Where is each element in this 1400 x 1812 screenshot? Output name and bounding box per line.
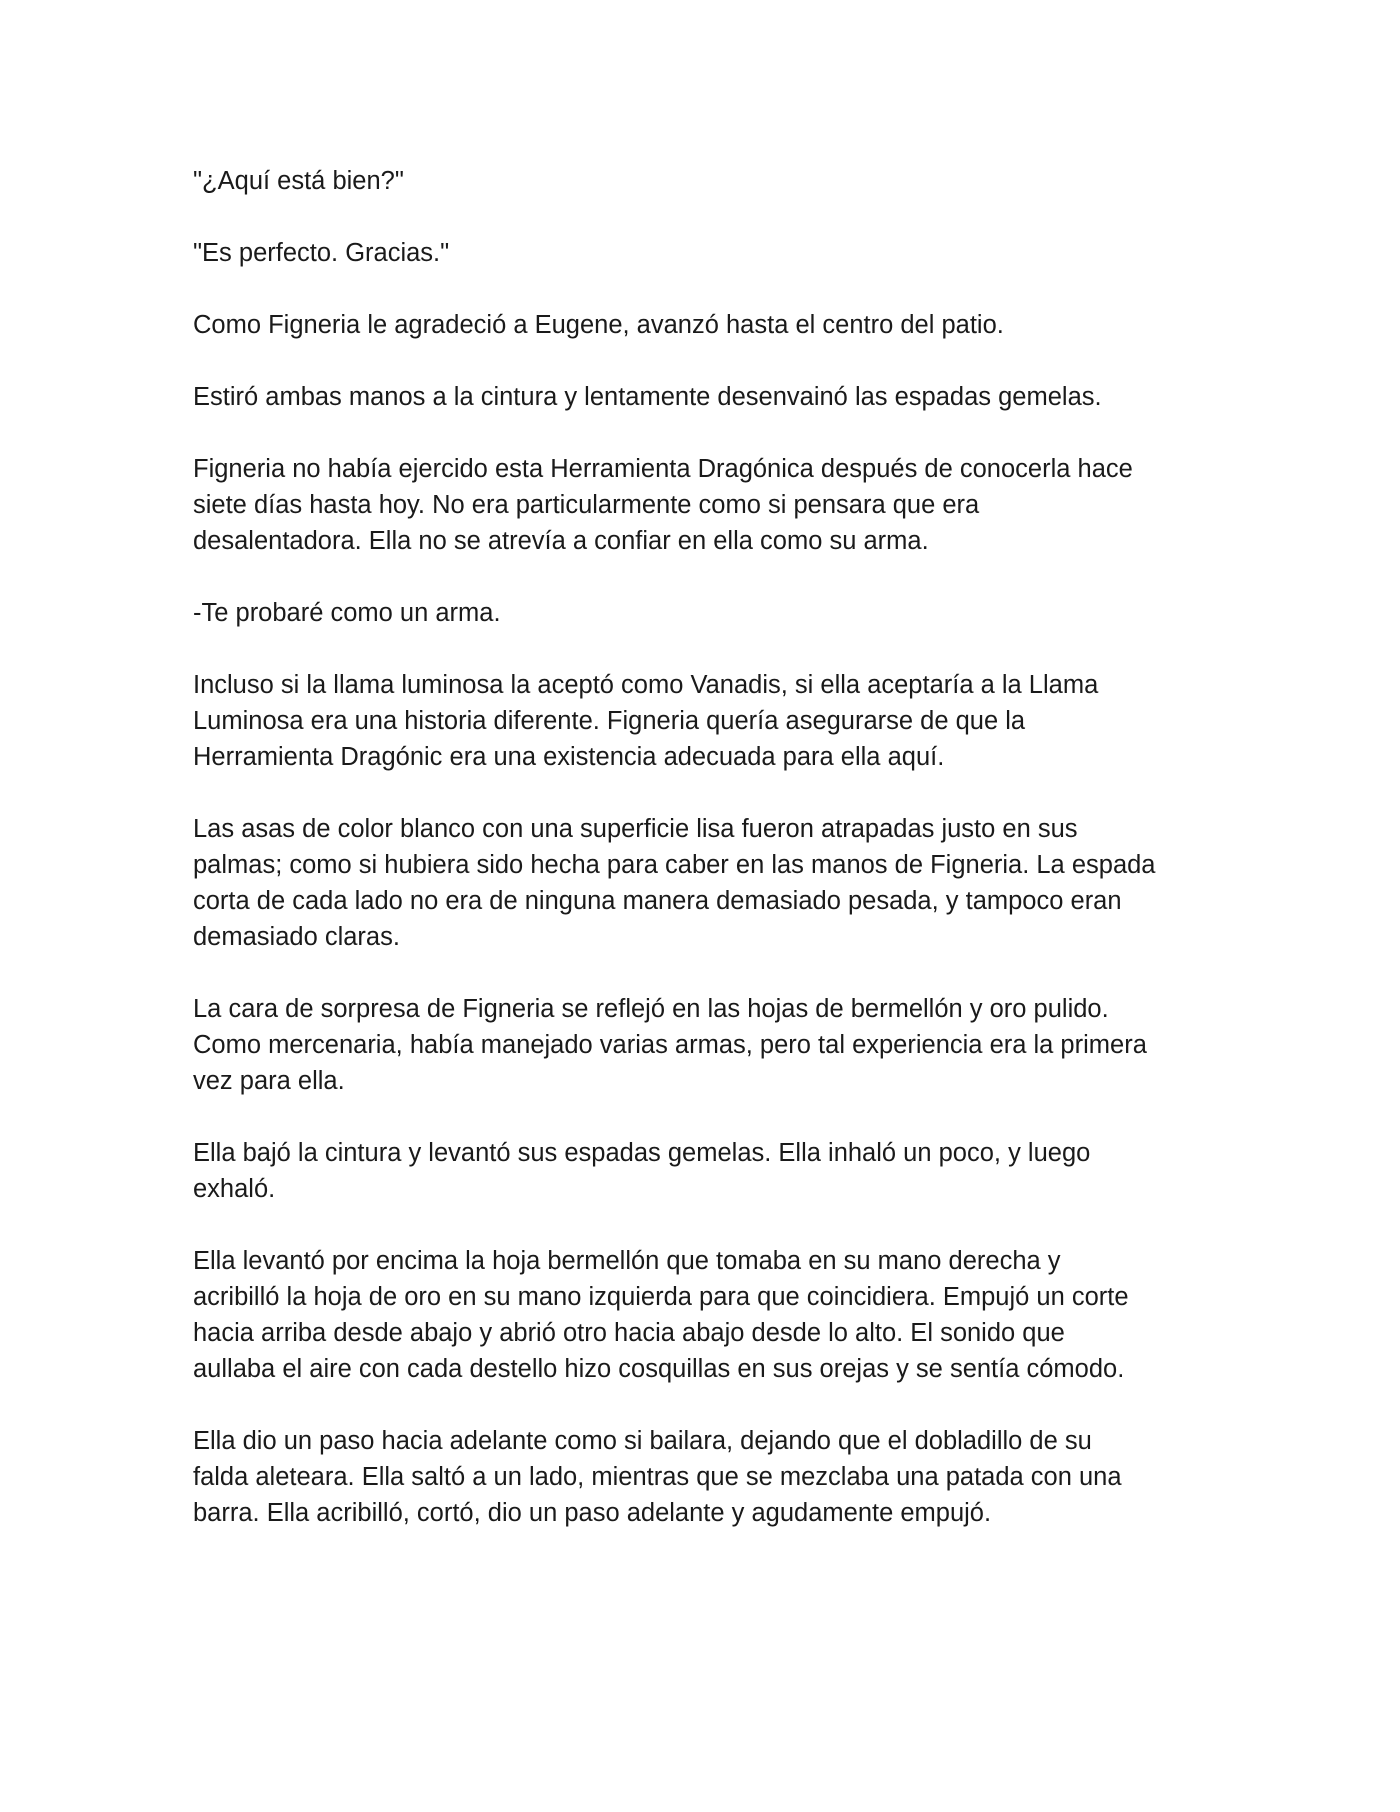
text-line: Como mercenaria, había manejado varias armas, pero tal experiencia era la primera xyxy=(193,1031,1147,1059)
text-line: exhaló. xyxy=(193,1175,276,1203)
text-line: Incluso si la llama luminosa la aceptó como Vanadis, si ella aceptaría a la Llama xyxy=(193,671,1099,699)
text-line: Estiró ambas manos a la cintura y lentamente desenvainó las espadas gemelas. xyxy=(193,383,1102,411)
paragraph xyxy=(193,1243,1210,1387)
text-line: Figneria no había ejercido esta Herramienta Dragónica después de conocerla hace xyxy=(193,455,1133,483)
paragraph xyxy=(193,451,1210,559)
text-line: desalentadora. Ella no se atrevía a confiar en ella como su arma. xyxy=(193,527,929,555)
text-line: Herramienta Dragónic era una existencia adecuada para ella aquí. xyxy=(193,743,945,771)
paragraph xyxy=(193,307,1210,343)
paragraph xyxy=(193,667,1210,775)
text-line: Ella bajó la cintura y levantó sus espadas gemelas. Ella inhaló un poco, y luego xyxy=(193,1139,1091,1167)
text-line: siete días hasta hoy. No era particularmente como si pensara que era xyxy=(193,491,980,519)
paragraph xyxy=(193,235,1210,271)
text-line: falda aleteara. Ella saltó a un lado, mientras que se mezclaba una patada con una xyxy=(193,1463,1122,1491)
text-line: Ella dio un paso hacia adelante como si bailara, dejando que el dobladillo de su xyxy=(193,1427,1092,1455)
paragraph xyxy=(193,811,1210,955)
paragraph xyxy=(193,379,1210,415)
text-line: Las asas de color blanco con una superficie lisa fueron atrapadas justo en sus xyxy=(193,815,1078,843)
text-line: barra. Ella acribilló, cortó, dio un paso adelante y agudamente empujó. xyxy=(193,1499,992,1527)
paragraph xyxy=(193,991,1210,1099)
text-line: demasiado claras. xyxy=(193,923,400,951)
text-line: "Es perfecto. Gracias." xyxy=(193,239,450,267)
paragraph xyxy=(193,595,1210,631)
text-line: Ella levantó por encima la hoja bermellón que tomaba en su mano derecha y xyxy=(193,1247,1061,1275)
text-line: hacia arriba desde abajo y abrió otro hacia abajo desde lo alto. El sonido que xyxy=(193,1319,1065,1347)
paragraph xyxy=(193,1135,1210,1207)
text-line: Luminosa era una historia diferente. Figneria quería asegurarse de que la xyxy=(193,707,1026,735)
text-line: vez para ella. xyxy=(193,1067,345,1095)
text-line: acribilló la hoja de oro en su mano izquierda para que coincidiera. Empujó un corte xyxy=(193,1283,1129,1311)
paragraph xyxy=(193,1423,1210,1531)
text-line: Como Figneria le agradeció a Eugene, avanzó hasta el centro del patio. xyxy=(193,311,1004,339)
paragraph xyxy=(193,163,1210,199)
text-line: palmas; como si hubiera sido hecha para caber en las manos de Figneria. La espada xyxy=(193,851,1156,879)
text-line: La cara de sorpresa de Figneria se reflejó en las hojas de bermellón y oro pulido. xyxy=(193,995,1109,1023)
text-line: aullaba el aire con cada destello hizo cosquillas en sus orejas y se sentía cómodo. xyxy=(193,1355,1125,1383)
text-line: corta de cada lado no era de ninguna manera demasiado pesada, y tampoco eran xyxy=(193,887,1122,915)
text-line: -Te probaré como un arma. xyxy=(193,599,501,627)
text-line: "¿Aquí está bien?" xyxy=(193,167,404,195)
